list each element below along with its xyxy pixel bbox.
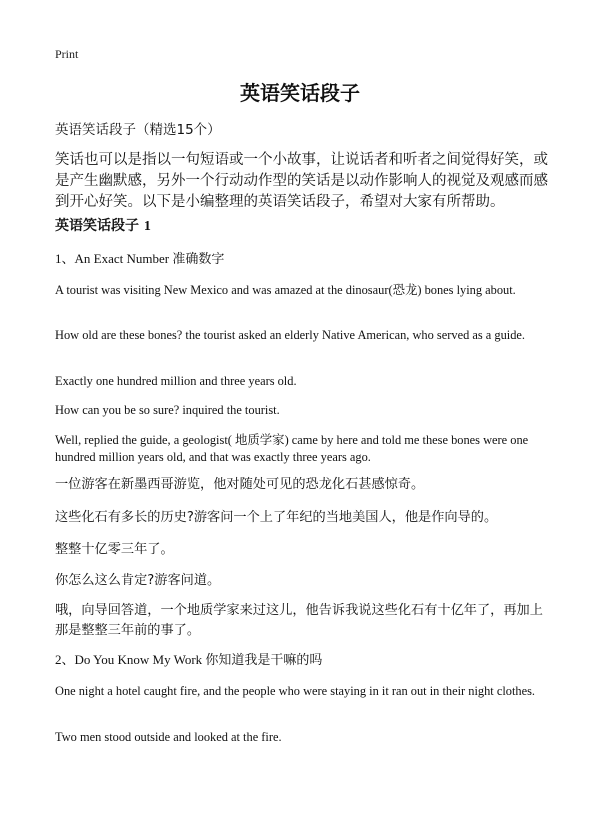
page-title: 英语笑话段子 [240,81,360,105]
story-1-en-p1-chinese: 恐龙 [392,282,418,297]
story-1-zh-paragraph-5: 哦，向导回答道，一个地质学家来过这儿，他告诉我说这些化石有十亿年了，再加上那是整整三年前的事了。 [55,603,543,638]
story-1-heading-zh: 准确数字 [172,252,225,267]
intro-paragraph: 笑话也可以是指以一句短语或一个小故事，让说话者和听者之间觉得好笑，或是产生幽默感，另外一个行动动作型的笑话是以动作影响人的视觉及观感而感到开心好笑。以下是小编整理的英语笑话段子，希望对大家有所帮助。 [55,152,548,210]
story-2-heading [55,651,322,670]
story-2-heading-en: 2、Do You Know My Work [55,652,206,667]
story-1-en-p1-part-a: A tourist was visiting New Mexico and was amazed at the dinosaur( [55,283,393,297]
story-1-zh-paragraph-4: 你怎么这么肯定?游客问道。 [55,573,221,588]
section-heading-text: 英语笑话段子 [55,218,139,234]
story-2-en-paragraph-2: Two men stood outside and looked at the fire. [55,730,282,744]
story-1-zh-paragraph-2: 这些化石有多长的历史?游客问一个上了年纪的当地美国人，他是作向导的。 [55,510,498,525]
story-1-en-paragraph-5 [55,431,545,466]
story-1-heading [55,250,224,269]
story-1-en-p1-part-b: ) bones lying about. [417,283,516,297]
story-1-zh-paragraph-1: 一位游客在新墨西哥游览，他对随处可见的恐龙化石甚感惊奇。 [55,477,425,492]
story-1-heading-en: 1、An Exact Number [55,251,173,266]
print-link[interactable]: Print [55,47,79,61]
story-1-en-paragraph-2: How old are these bones? the tourist asked an elderly Native American, who served as a guide. [55,328,526,342]
story-2-heading-zh: 你知道我是干嘛的吗 [205,653,323,668]
section-heading [55,216,151,237]
story-2-en-paragraph-1: One night a hotel caught fire, and the people who were staying in it ran out in their night clothes. [55,684,536,698]
document-subtitle: 英语笑话段子（精选15个） [55,122,221,138]
story-1-en-p5-part-b: ) came by here and told me these bones were one hundred million years old, and that was exactly three years ago. [55,433,529,464]
story-1-en-p5-chinese: 地质学家 [235,432,285,447]
story-1-zh-paragraph-3: 整整十亿零三年了。 [55,542,174,557]
story-1-en-paragraph-1 [55,281,545,299]
story-1-en-paragraph-3: Exactly one hundred million and three years old. [55,374,297,388]
story-1-en-paragraph-4: How can you be so sure? inquired the tourist. [55,403,280,417]
story-1-en-p5-part-a: Well, replied the guide, a geologist( [55,433,235,447]
section-heading-number: 1 [143,219,151,234]
